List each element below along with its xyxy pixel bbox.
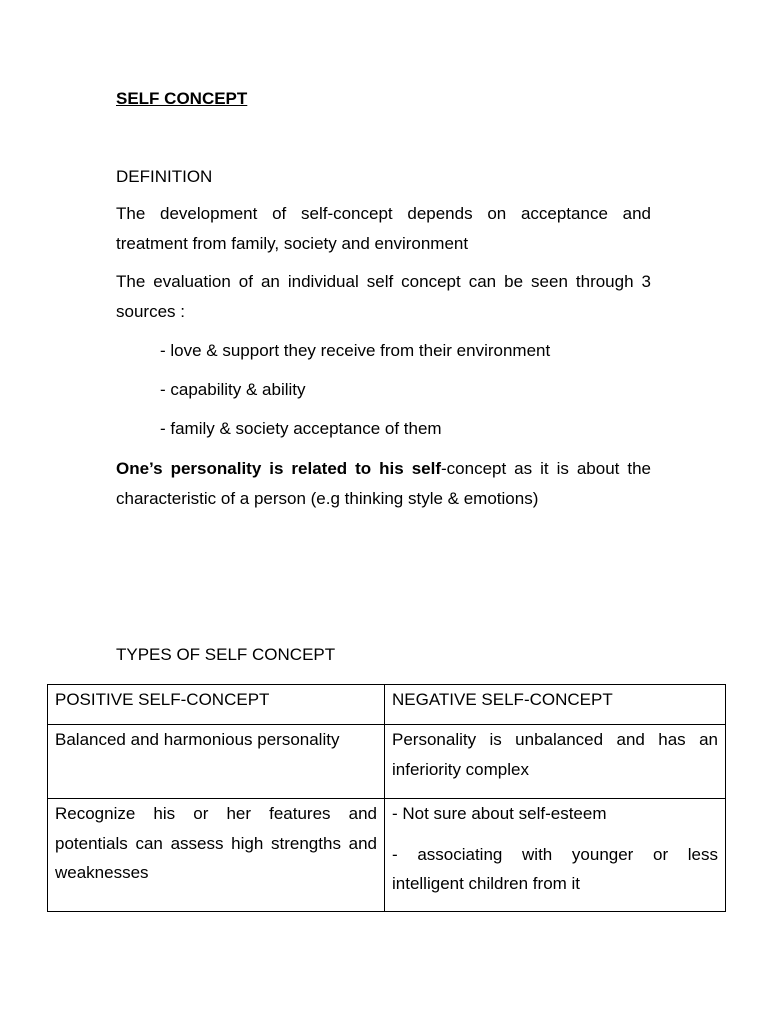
cell-positive-features: Recognize his or her features and potentials can assess high strengths and weaknesses	[48, 799, 385, 912]
types-heading: TYPES OF SELF CONCEPT	[116, 645, 336, 664]
header-positive: POSITIVE SELF-CONCEPT	[48, 685, 385, 725]
header-negative: NEGATIVE SELF-CONCEPT	[385, 685, 726, 725]
negative-esteem-line: - Not sure about self-esteem	[392, 804, 607, 823]
negative-associating-line: - associating with younger or less intelligent children from it	[392, 844, 718, 893]
personality-rest-text: -concept as it is about the characteristic of a person (e.g thinking style & emotions)	[116, 459, 651, 508]
document-title: SELF CONCEPT	[116, 89, 248, 108]
definition-heading: DEFINITION	[116, 167, 213, 186]
source-item-capability: - capability & ability	[160, 380, 306, 399]
self-concept-types-table	[47, 684, 726, 912]
definition-paragraph: The development of self-concept depends on acceptance and treatment from family, society and environment	[116, 204, 651, 253]
cell-negative-personality: Personality is unbalanced and has an inferiority complex	[385, 725, 726, 799]
source-item-love-support: - love & support they receive from their environment	[160, 341, 551, 360]
table-row	[48, 725, 726, 799]
personality-paragraph	[116, 454, 651, 513]
table-row	[48, 799, 726, 912]
personality-bold-text: One’s personality is related to his self	[116, 459, 441, 478]
sources-paragraph: The evaluation of an individual self concept can be seen through 3 sources :	[116, 272, 651, 321]
cell-negative-esteem	[385, 799, 726, 912]
table-header-row	[48, 685, 726, 725]
source-item-acceptance: - family & society acceptance of them	[160, 419, 442, 438]
line-gap	[392, 829, 718, 840]
cell-positive-personality: Balanced and harmonious personality	[48, 725, 385, 799]
